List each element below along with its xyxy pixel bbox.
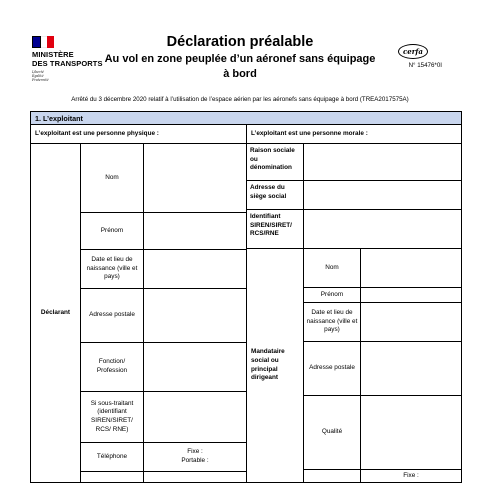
section-header-exploitant: 1. L’exploitant bbox=[30, 111, 462, 125]
mandataire-adresse-label: Adresse postale bbox=[303, 341, 361, 396]
naissance-field[interactable] bbox=[143, 249, 247, 289]
raison-sociale-label: Raison sociale ou dénomination bbox=[246, 143, 304, 181]
identifiant-label: Identifiant SIREN/SIRET/ RCS/RNE bbox=[246, 209, 304, 249]
raison-sociale-field[interactable] bbox=[303, 143, 462, 181]
telephone-field[interactable] bbox=[143, 442, 247, 472]
qualite-label: Qualité bbox=[303, 395, 361, 470]
form-title-block bbox=[100, 34, 380, 81]
siege-label: Adresse du siège social bbox=[246, 180, 304, 210]
motto-line-2: Égalité bbox=[32, 74, 44, 78]
nom-label: Nom bbox=[80, 143, 144, 213]
motto-line-1: Liberté bbox=[32, 70, 44, 74]
fonction-field[interactable] bbox=[143, 342, 247, 392]
prenom-label: Prénom bbox=[80, 212, 144, 250]
french-flag-icon bbox=[32, 36, 54, 48]
motto-line-3: Fraternité bbox=[32, 78, 49, 82]
sous-traitant-field[interactable] bbox=[143, 391, 247, 443]
fonction-label: Fonction/ Profession bbox=[80, 342, 144, 392]
extra-field-cell[interactable] bbox=[143, 471, 247, 483]
mandataire-fixe-label: Fixe : bbox=[403, 471, 419, 479]
arrete-reference: Arrêté du 3 décembre 2020 relatif à l’utilisation de l’espace aérien par les aéronefs sans équipage à bord (TREA2017575A) bbox=[71, 96, 409, 103]
identifiant-field[interactable] bbox=[303, 209, 462, 249]
mandataire-nom-field[interactable] bbox=[360, 248, 462, 288]
adresse-field[interactable] bbox=[143, 288, 247, 343]
mandataire-prenom-field[interactable] bbox=[360, 287, 462, 303]
telephone-label: Téléphone bbox=[80, 442, 144, 472]
portable-label: Portable : bbox=[181, 457, 209, 464]
mandataire-naissance-field[interactable] bbox=[360, 302, 462, 342]
cerfa-logo: cerfa bbox=[398, 44, 428, 59]
form-title: Déclaration préalable bbox=[166, 34, 314, 50]
mandataire-prenom-label: Prénom bbox=[303, 287, 361, 303]
sous-traitant-label: Si sous-traitant (identifiant SIREN/SIRET/ RCS/ RNE) bbox=[80, 391, 144, 443]
mandataire-telephone-label bbox=[303, 469, 361, 483]
ministry-line-1: MINISTÈRE bbox=[32, 50, 74, 59]
prenom-field[interactable] bbox=[143, 212, 247, 250]
mandataire-naissance-label: Date et lieu de naissance (ville et pays) bbox=[303, 302, 361, 342]
naissance-label: Date et lieu de naissance (ville et pays) bbox=[80, 249, 144, 289]
siege-field[interactable] bbox=[303, 180, 462, 210]
fixe-label: Fixe : bbox=[187, 448, 203, 456]
adresse-label: Adresse postale bbox=[80, 288, 144, 343]
qualite-field[interactable] bbox=[360, 395, 462, 470]
mandataire-adresse-field[interactable] bbox=[360, 341, 462, 396]
mandataire-nom-label: Nom bbox=[303, 248, 361, 288]
form-subtitle-line-1: Au vol en zone peuplée d’un aéronef sans équipage bbox=[104, 53, 376, 65]
form-subtitle-line-2: à bord bbox=[223, 68, 257, 80]
physique-header: L’exploitant est une personne physique : bbox=[30, 124, 247, 144]
mandataire-telephone-field[interactable] bbox=[360, 469, 462, 483]
nom-field[interactable] bbox=[143, 143, 247, 213]
morale-header: L’exploitant est une personne morale : bbox=[246, 124, 462, 144]
ministry-line-2: DES TRANSPORTS bbox=[32, 58, 103, 68]
declarant-label: Déclarant bbox=[30, 143, 81, 483]
extra-label-cell bbox=[80, 471, 144, 483]
cerfa-number: N° 15476*0I bbox=[408, 62, 442, 69]
mandataire-label: Mandataire social ou principal dirigeant bbox=[246, 248, 304, 483]
